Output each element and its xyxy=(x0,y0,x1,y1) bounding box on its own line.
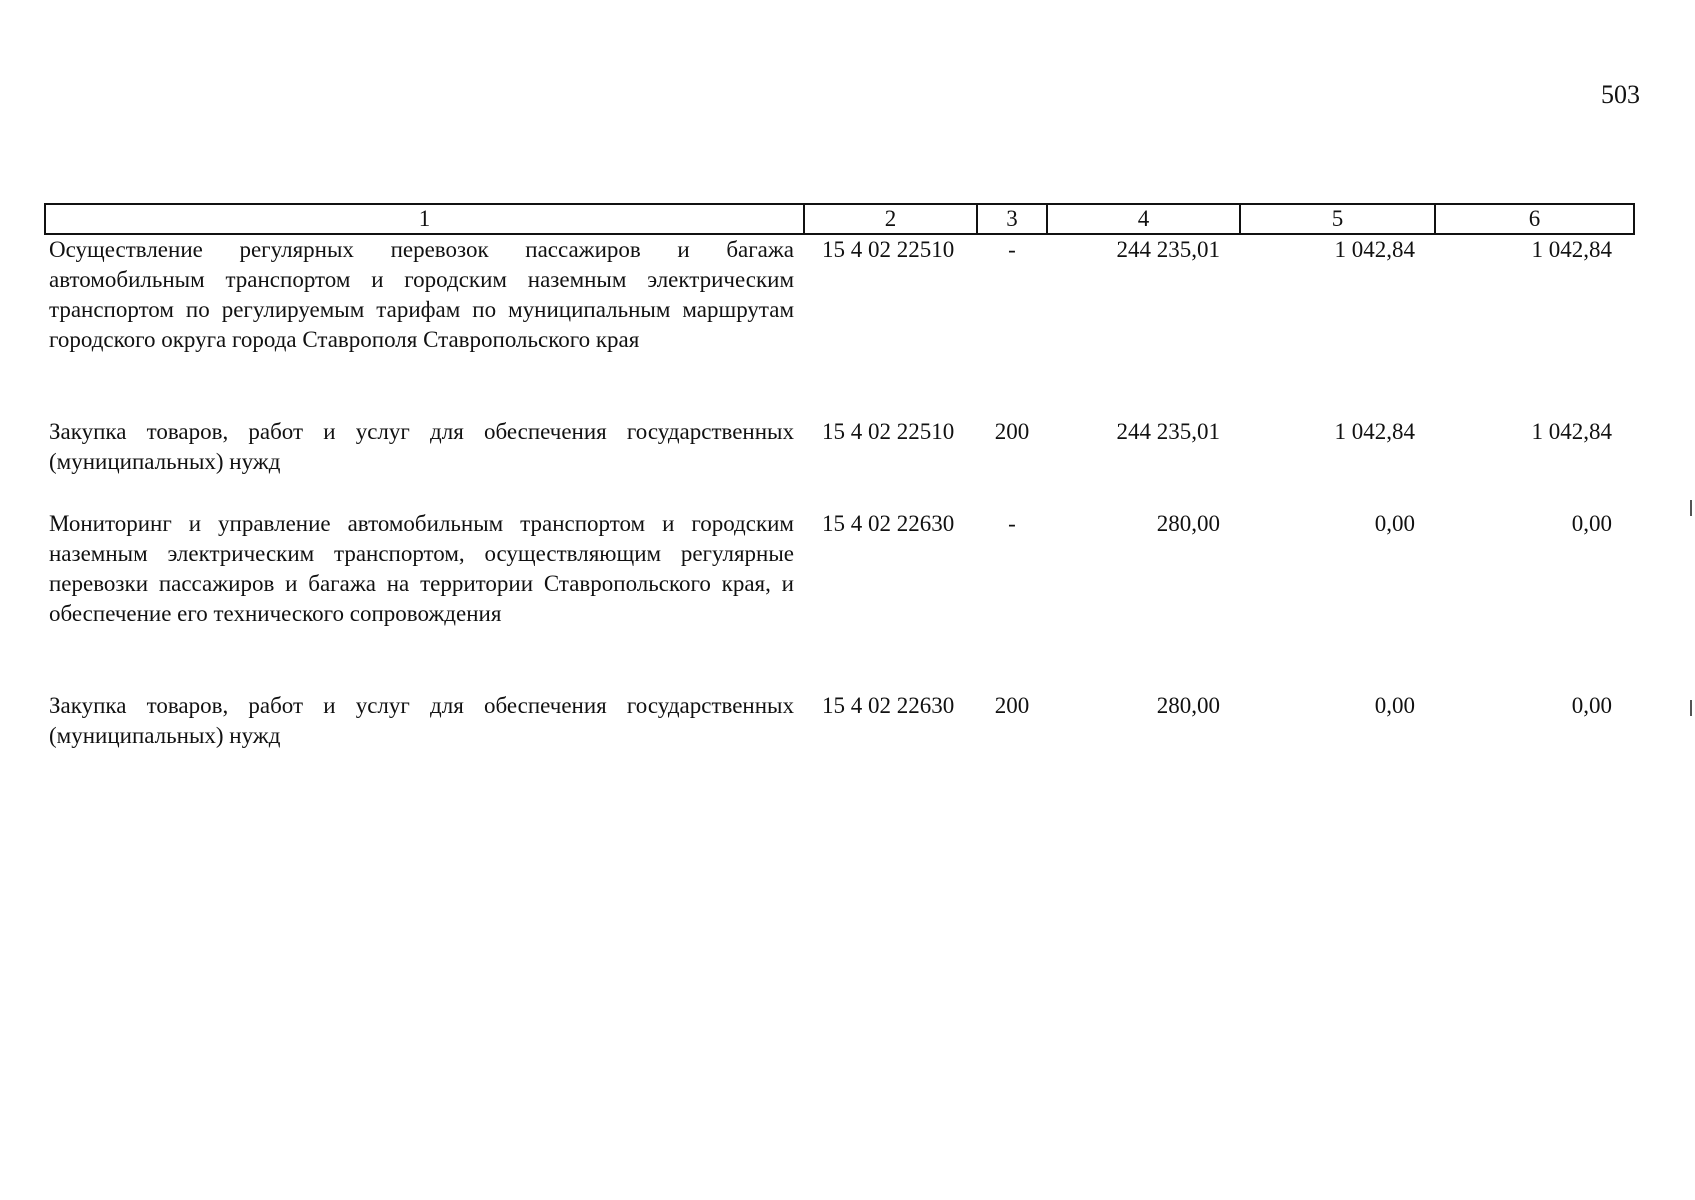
row-code: 15 4 02 22510 xyxy=(822,419,955,444)
row-value-4: 244 235,01 xyxy=(1116,237,1220,262)
row-value-5: 0,00 xyxy=(1374,693,1415,718)
budget-table xyxy=(44,203,1635,783)
column-header-6: 6 xyxy=(1435,204,1634,234)
row-description: Закупка товаров, работ и услуг для обеспечения государственных (муниципальных) нужд xyxy=(49,419,794,474)
row-code: 15 4 02 22630 xyxy=(822,693,955,718)
header-row xyxy=(45,204,1634,234)
row-expense-type: - xyxy=(1008,237,1016,262)
column-header-3: 3 xyxy=(977,204,1047,234)
table-row xyxy=(45,234,1634,417)
table-row xyxy=(45,691,1634,783)
row-value-6: 0,00 xyxy=(1571,511,1612,536)
row-value-4: 280,00 xyxy=(1156,693,1220,718)
row-code: 15 4 02 22510 xyxy=(822,237,955,262)
row-code: 15 4 02 22630 xyxy=(822,511,955,536)
row-value-4: 244 235,01 xyxy=(1116,419,1220,444)
row-expense-type: 200 xyxy=(994,693,1030,718)
row-description: Осуществление регулярных перевозок пассажиров и багажа автомобильным транспортом и городским наземным электрическим транспортом по регулируемым тарифам по муниципальным маршрутам городского округа города Ставрополя Ставропольского края xyxy=(49,237,794,352)
page-number: 503 xyxy=(1601,80,1640,109)
row-value-6: 1 042,84 xyxy=(1531,237,1612,262)
row-value-5: 1 042,84 xyxy=(1334,237,1415,262)
row-value-4: 280,00 xyxy=(1156,511,1220,536)
row-expense-type: 200 xyxy=(994,419,1030,444)
row-description: Мониторинг и управление автомобильным транспортом и городским наземным электрическим транспортом, осуществляющим регулярные перевозки пассажиров и багажа на территории Ставропольского края, и обеспечение его технического сопровождения xyxy=(49,511,794,626)
row-value-5: 1 042,84 xyxy=(1334,419,1415,444)
margin-mark xyxy=(1690,700,1692,716)
table-body xyxy=(45,234,1634,783)
row-value-6: 1 042,84 xyxy=(1531,419,1612,444)
row-description: Закупка товаров, работ и услуг для обеспечения государственных (муниципальных) нужд xyxy=(49,693,794,748)
row-value-5: 0,00 xyxy=(1374,511,1415,536)
table-row xyxy=(45,417,1634,509)
table-row xyxy=(45,509,1634,691)
column-header-5: 5 xyxy=(1240,204,1435,234)
row-value-6: 0,00 xyxy=(1571,693,1612,718)
table-header xyxy=(45,204,1634,234)
column-header-1: 1 xyxy=(45,204,804,234)
column-header-2: 2 xyxy=(804,204,977,234)
margin-mark xyxy=(1690,500,1692,516)
column-header-4: 4 xyxy=(1047,204,1240,234)
row-expense-type: - xyxy=(1008,511,1016,536)
